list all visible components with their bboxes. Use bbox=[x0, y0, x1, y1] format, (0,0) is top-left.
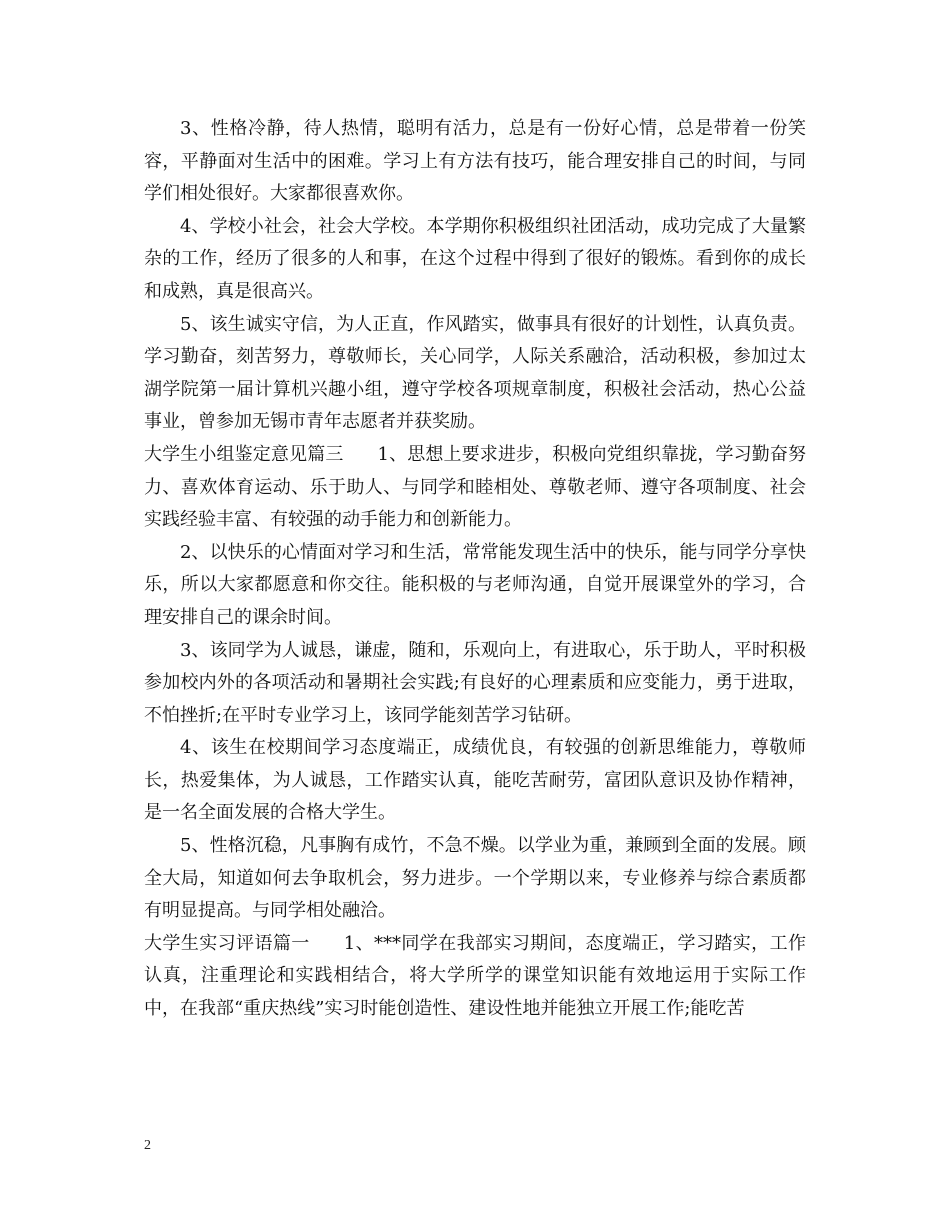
paragraph-9 bbox=[144, 928, 806, 1026]
document-body bbox=[144, 113, 806, 1026]
paragraph-2: 4、学校小社会，社会大学校。本学期你积极组织社团活动，成功完成了大量繁杂的工作，经历了很多的人和事，在这个过程中得到了很好的锻炼。看到你的成长和成熟，真是很高兴。 bbox=[144, 215, 806, 302]
paragraph-3: 5、该生诚实守信，为人正直，作风踏实，做事具有很好的计划性，认真负责。学习勤奋，刻苦努力，尊敬师长，关心同学，人际关系融洽，活动积极，参加过太湖学院第一届计算机兴趣小组，遵守学校各项规章制度，积极社会活动，热心公益事业，曾参加无锡市青年志愿者并获奖励。 bbox=[144, 313, 806, 433]
paragraph-7: 4、该生在校期间学习态度端正，成绩优良，有较强的创新思维能力，尊敬师长，热爱集体，为人诚恳，工作踏实认真，能吃苦耐劳，富团队意识及协作精神，是一名全面发展的合格大学生。 bbox=[144, 737, 806, 824]
section-heading-internship: 大学生实习评语篇一 bbox=[144, 932, 310, 954]
paragraph-4-text: 1、思想上要求进步，积极向党组织靠拢，学习勤奋努力、喜欢体育运动、乐于助人、与同学和睦相处、尊敬老师、遵守各项制度、社会实践经验丰富、有较强的动手能力和创新能力。 bbox=[144, 443, 807, 531]
page-number: 2 bbox=[144, 1138, 151, 1153]
paragraph-4 bbox=[144, 439, 806, 537]
paragraph-9-text: 1、***同学在我部实习期间，态度端正，学习踏实，工作认真，注重理论和实践相结合，将大学所学的课堂知识能有效地运用于实际工作中，在我部“重庆热线”实习时能创造性、建设性地并能独立开展工作;能吃苦 bbox=[144, 932, 807, 1020]
paragraph-6: 3、该同学为人诚恳，谦虚，随和，乐观向上，有进取心，乐于助人，平时积极参加校内外的各项活动和暑期社会实践;有良好的心理素质和应变能力，勇于进取，不怕挫折;在平时专业学习上，该同学能刻苦学习钻研。 bbox=[144, 639, 806, 726]
section-heading-3: 大学生小组鉴定意见篇三 bbox=[144, 443, 344, 465]
paragraph-5: 2、以快乐的心情面对学习和生活，常常能发现生活中的快乐，能与同学分享快乐，所以大家都愿意和你交往。能积极的与老师沟通，自觉开展课堂外的学习，合理安排自己的课余时间。 bbox=[144, 541, 806, 628]
paragraph-8: 5、性格沉稳，凡事胸有成竹，不急不燥。以学业为重，兼顾到全面的发展。顾全大局，知道如何去争取机会，努力进步。一个学期以来，专业修养与综合素质都有明显提高。与同学相处融洽。 bbox=[144, 835, 806, 922]
paragraph-1: 3、性格冷静，待人热情，聪明有活力，总是有一份好心情，总是带着一份笑容，平静面对生活中的困难。学习上有方法有技巧，能合理安排自己的时间，与同学们相处很好。大家都很喜欢你。 bbox=[144, 118, 806, 205]
